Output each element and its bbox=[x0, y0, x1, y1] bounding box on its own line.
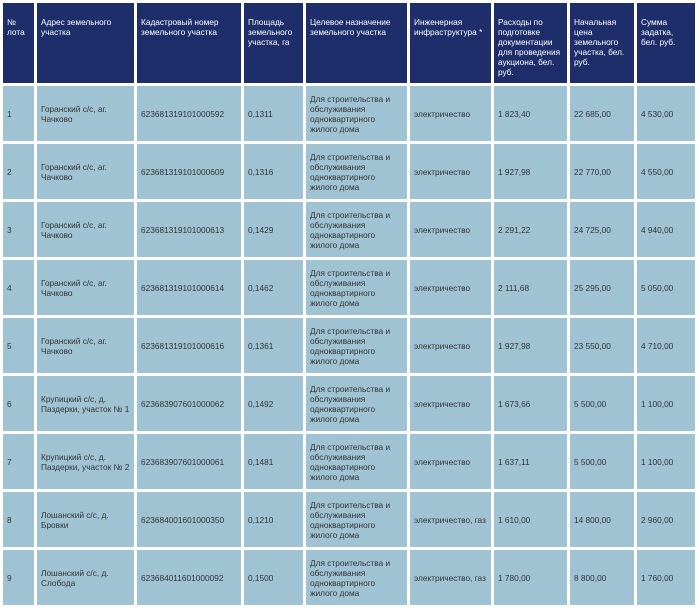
cell-cadastral-number: 623683907601000062 bbox=[137, 376, 241, 431]
cell-cadastral-number: 623681319101000592 bbox=[137, 86, 241, 141]
cell-infrastructure: электричество bbox=[410, 144, 491, 199]
cell-preparation-costs: 1 610,00 bbox=[494, 492, 567, 547]
cell-cadastral-number: 623684011601000092 bbox=[137, 550, 241, 605]
table-header bbox=[3, 3, 695, 83]
cell-address: Горанский с/с, аг. Чачково bbox=[37, 318, 134, 373]
cell-cadastral-number: 623683907601000061 bbox=[137, 434, 241, 489]
cell-deposit: 4 710,00 bbox=[637, 318, 695, 373]
cell-cadastral-number: 623681319101000609 bbox=[137, 144, 241, 199]
cell-address: Лошанский с/с, д. Слобода bbox=[37, 550, 134, 605]
cell-preparation-costs: 1 927,98 bbox=[494, 318, 567, 373]
cell-cadastral-number: 623681319101000614 bbox=[137, 260, 241, 315]
column-header-deposit: Сумма задатка, бел. руб. bbox=[637, 3, 695, 83]
cell-infrastructure: электричество bbox=[410, 86, 491, 141]
cell-preparation-costs: 1 927,98 bbox=[494, 144, 567, 199]
cell-lot-number: 8 bbox=[3, 492, 34, 547]
cell-area: 0,1481 bbox=[244, 434, 303, 489]
cell-preparation-costs: 2 111,68 bbox=[494, 260, 567, 315]
cell-area: 0,1500 bbox=[244, 550, 303, 605]
cell-purpose: Для строительства и обслуживания одноквартирного жилого дома bbox=[306, 550, 407, 605]
header-row bbox=[3, 3, 695, 83]
cell-area: 0,1429 bbox=[244, 202, 303, 257]
cell-starting-price: 22 770,00 bbox=[570, 144, 634, 199]
cell-starting-price: 25 295,00 bbox=[570, 260, 634, 315]
cell-cadastral-number: 623681319101000616 bbox=[137, 318, 241, 373]
cell-address: Горанский с/с, аг. Чачково bbox=[37, 202, 134, 257]
cell-purpose: Для строительства и обслуживания одноквартирного жилого дома bbox=[306, 202, 407, 257]
cell-lot-number: 3 bbox=[3, 202, 34, 257]
table-row bbox=[3, 260, 695, 315]
cell-deposit: 1 100,00 bbox=[637, 434, 695, 489]
cell-area: 0,1462 bbox=[244, 260, 303, 315]
table-row bbox=[3, 144, 695, 199]
cell-deposit: 1 760,00 bbox=[637, 550, 695, 605]
cell-address: Горанский с/с, аг. Чачково bbox=[37, 86, 134, 141]
cell-infrastructure: электричество bbox=[410, 434, 491, 489]
column-header-infrastructure: Инженерная инфраструктура * bbox=[410, 3, 491, 83]
cell-lot-number: 5 bbox=[3, 318, 34, 373]
cell-starting-price: 8 800,00 bbox=[570, 550, 634, 605]
table-row bbox=[3, 202, 695, 257]
cell-lot-number: 7 bbox=[3, 434, 34, 489]
cell-area: 0,1210 bbox=[244, 492, 303, 547]
cell-purpose: Для строительства и обслуживания одноквартирного жилого дома bbox=[306, 144, 407, 199]
cell-starting-price: 22 685,00 bbox=[570, 86, 634, 141]
table-row bbox=[3, 86, 695, 141]
cell-address: Крупицкий с/с, д. Паздерки, участок № 1 bbox=[37, 376, 134, 431]
table-row bbox=[3, 550, 695, 605]
table-row bbox=[3, 492, 695, 547]
cell-infrastructure: электричество bbox=[410, 318, 491, 373]
table-row bbox=[3, 434, 695, 489]
column-header-purpose: Целевое назначение земельного участка bbox=[306, 3, 407, 83]
column-header-lot-number: № лота bbox=[3, 3, 34, 83]
cell-deposit: 4 940,00 bbox=[637, 202, 695, 257]
cell-preparation-costs: 1 780,00 bbox=[494, 550, 567, 605]
cell-infrastructure: электричество, газ bbox=[410, 550, 491, 605]
cell-deposit: 1 100,00 bbox=[637, 376, 695, 431]
cell-purpose: Для строительства и обслуживания одноквартирного жилого дома bbox=[306, 492, 407, 547]
cell-cadastral-number: 623684001601000350 bbox=[137, 492, 241, 547]
cell-purpose: Для строительства и обслуживания одноквартирного жилого дома bbox=[306, 376, 407, 431]
cell-lot-number: 2 bbox=[3, 144, 34, 199]
cell-preparation-costs: 1 823,40 bbox=[494, 86, 567, 141]
cell-address: Лошанский с/с, д. Бровки bbox=[37, 492, 134, 547]
cell-deposit: 4 550,00 bbox=[637, 144, 695, 199]
cell-preparation-costs: 1 637,11 bbox=[494, 434, 567, 489]
cell-purpose: Для строительства и обслуживания одноквартирного жилого дома bbox=[306, 260, 407, 315]
column-header-starting-price: Начальная цена земельного участка, бел. руб. bbox=[570, 3, 634, 83]
cell-area: 0,1492 bbox=[244, 376, 303, 431]
cell-starting-price: 24 725,00 bbox=[570, 202, 634, 257]
cell-deposit: 4 530,00 bbox=[637, 86, 695, 141]
cell-preparation-costs: 1 673,66 bbox=[494, 376, 567, 431]
cell-deposit: 2 960,00 bbox=[637, 492, 695, 547]
cell-area: 0,1361 bbox=[244, 318, 303, 373]
cell-preparation-costs: 2 291,22 bbox=[494, 202, 567, 257]
cell-lot-number: 9 bbox=[3, 550, 34, 605]
cell-area: 0,1316 bbox=[244, 144, 303, 199]
cell-infrastructure: электричество, газ bbox=[410, 492, 491, 547]
column-header-address: Адрес земельного участка bbox=[37, 3, 134, 83]
cell-cadastral-number: 623681319101000613 bbox=[137, 202, 241, 257]
cell-purpose: Для строительства и обслуживания одноквартирного жилого дома bbox=[306, 434, 407, 489]
cell-starting-price: 14 800,00 bbox=[570, 492, 634, 547]
table-row bbox=[3, 318, 695, 373]
cell-address: Крупицкий с/с, д. Паздерки, участок № 2 bbox=[37, 434, 134, 489]
cell-lot-number: 4 bbox=[3, 260, 34, 315]
cell-lot-number: 6 bbox=[3, 376, 34, 431]
cell-lot-number: 1 bbox=[3, 86, 34, 141]
cell-purpose: Для строительства и обслуживания одноквартирного жилого дома bbox=[306, 86, 407, 141]
column-header-area: Площадь земельного участка, га bbox=[244, 3, 303, 83]
cell-starting-price: 5 500,00 bbox=[570, 434, 634, 489]
column-header-preparation-costs: Расходы по подготовке документации для проведения аукциона, бел. руб. bbox=[494, 3, 567, 83]
cell-address: Горанский с/с, аг. Чачково bbox=[37, 144, 134, 199]
cell-starting-price: 23 550,00 bbox=[570, 318, 634, 373]
cell-deposit: 5 050,00 bbox=[637, 260, 695, 315]
column-header-cadastral-number: Кадастровый номер земельного участка bbox=[137, 3, 241, 83]
cell-purpose: Для строительства и обслуживания одноквартирного жилого дома bbox=[306, 318, 407, 373]
cell-infrastructure: электричество bbox=[410, 202, 491, 257]
cell-infrastructure: электричество bbox=[410, 376, 491, 431]
cell-starting-price: 5 500,00 bbox=[570, 376, 634, 431]
cell-area: 0,1311 bbox=[244, 86, 303, 141]
table-body bbox=[3, 86, 695, 605]
table-row bbox=[3, 376, 695, 431]
cell-infrastructure: электричество bbox=[410, 260, 491, 315]
cell-address: Горанский с/с, аг. Чачково bbox=[37, 260, 134, 315]
